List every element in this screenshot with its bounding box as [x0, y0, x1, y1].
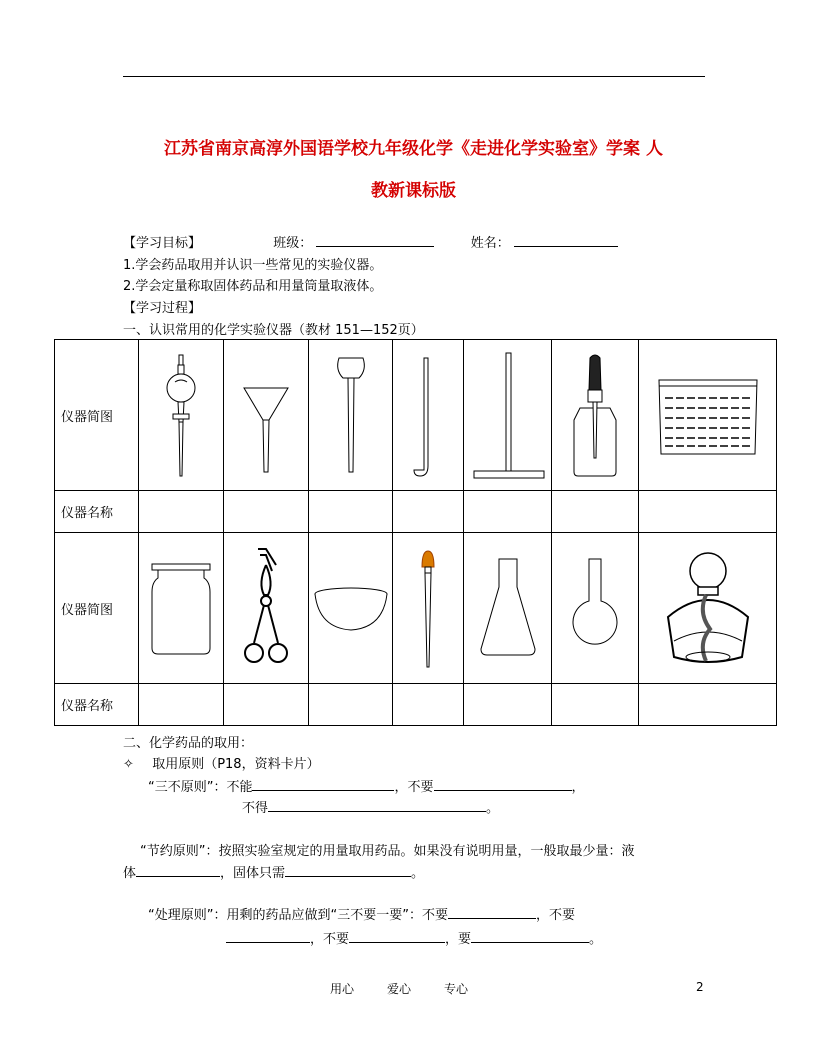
dropper-icon — [393, 533, 464, 684]
blank[interactable] — [226, 930, 310, 943]
round-flask-icon — [552, 533, 639, 684]
name-row-1 — [55, 491, 777, 533]
principle-heading-text: 取用原则（P18，资料卡片） — [152, 757, 320, 772]
name-cell[interactable] — [224, 684, 309, 726]
name-cell[interactable] — [309, 491, 393, 533]
name-cell[interactable] — [224, 491, 309, 533]
iron-stand-icon — [464, 340, 552, 491]
conical-flask-icon — [464, 533, 552, 684]
saving-principle-line: “节约原则”：按照实验室规定的用量取用药品。如果没有说明用量，一般取最少量：液 — [140, 844, 635, 859]
footer-text: 爱心 — [387, 982, 412, 996]
beaker-icon — [639, 340, 777, 491]
page-title: 江苏省南京高淳外国语学校九年级化学《走进化学实验室》学案 人 — [164, 139, 663, 159]
sketch-row-1 — [55, 340, 777, 491]
principle-heading — [123, 753, 320, 772]
instrument-table — [54, 339, 777, 726]
disposal-principle-line: “处理原则”：用剩的药品应做到“三不要一要”：不要 ，不要 — [148, 908, 575, 923]
name-cell[interactable] — [309, 684, 393, 726]
disposal-principle-line-2: ，不要 ，要 。 — [226, 928, 602, 947]
section-one-heading: 一、认识常用的化学实验仪器（教材 151—152页） — [123, 323, 424, 338]
glass-rod-icon — [393, 340, 464, 491]
footer-text: 专心 — [444, 982, 469, 996]
class-blank[interactable] — [316, 234, 434, 247]
sketch-row-2 — [55, 533, 777, 684]
name-cell[interactable] — [552, 491, 639, 533]
goal-item: 2.学会定量称取固体药品和用量筒量取液体。 — [123, 279, 383, 294]
three-no-line-2: 不得 。 — [242, 801, 500, 816]
separatory-funnel-icon — [139, 340, 224, 491]
process-label: 【学习过程】 — [123, 301, 202, 316]
blank[interactable] — [252, 778, 394, 791]
name-cell[interactable] — [464, 491, 552, 533]
alcohol-lamp-icon — [639, 533, 777, 684]
name-cell[interactable] — [639, 684, 777, 726]
saving-principle-line-2: 体 ，固体只需 。 — [123, 866, 425, 881]
class-label: 班级： — [273, 236, 313, 251]
name-row-2 — [55, 684, 777, 726]
blank[interactable] — [285, 864, 411, 877]
goal-header-line — [123, 232, 618, 251]
blank[interactable] — [434, 778, 572, 791]
section-two-heading: 二、化学药品的取用： — [123, 736, 254, 751]
name-label: 姓名： — [470, 236, 510, 251]
footer-text: 用心 — [330, 982, 355, 996]
blank[interactable] — [448, 906, 536, 919]
name-cell[interactable] — [464, 684, 552, 726]
name-cell[interactable] — [639, 491, 777, 533]
name-cell[interactable] — [139, 491, 224, 533]
evaporating-dish-icon — [309, 533, 393, 684]
name-blank[interactable] — [514, 234, 618, 247]
funnel-icon — [224, 340, 309, 491]
name-cell[interactable] — [393, 684, 464, 726]
diamond-bullet-icon: ✧ — [123, 757, 134, 772]
name-cell[interactable] — [393, 491, 464, 533]
blank[interactable] — [268, 799, 486, 812]
blank[interactable] — [136, 864, 220, 877]
long-neck-funnel-icon — [309, 340, 393, 491]
page-number: 2 — [696, 980, 704, 994]
row-label: 仪器简图 — [55, 533, 139, 684]
row-label: 仪器简图 — [55, 340, 139, 491]
goal-label: 【学习目标】 — [123, 236, 202, 251]
goal-item: 1.学会药品取用并认识一些常见的实验仪器。 — [123, 258, 383, 273]
three-no-line: “三不原则”：不能 ，不要 ， — [148, 780, 585, 795]
crucible-tongs-icon — [224, 533, 309, 684]
blank[interactable] — [471, 930, 589, 943]
name-cell[interactable] — [552, 684, 639, 726]
name-cell[interactable] — [139, 684, 224, 726]
row-label: 仪器名称 — [55, 684, 139, 726]
dropper-bottle-icon — [552, 340, 639, 491]
blank[interactable] — [349, 930, 445, 943]
page-title-continued: 教新课标版 — [371, 181, 456, 201]
wide-mouth-bottle-icon — [139, 533, 224, 684]
header-rule — [123, 76, 705, 77]
row-label: 仪器名称 — [55, 491, 139, 533]
